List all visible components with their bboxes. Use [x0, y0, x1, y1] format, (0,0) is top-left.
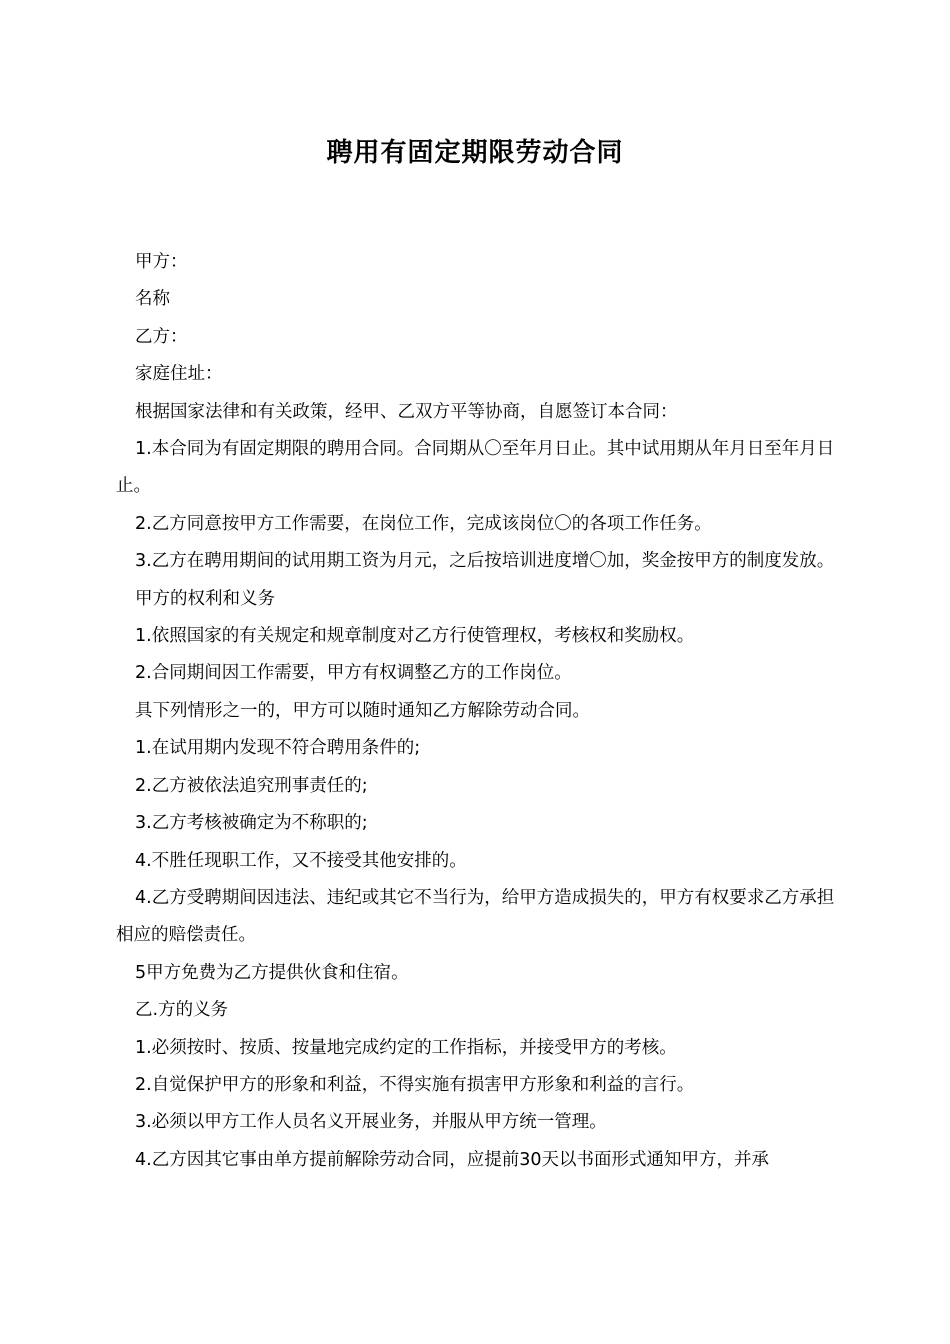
- paragraph: 2.乙方被依法追究刑事责任的;: [135, 775, 368, 796]
- paragraph: 1.必须按时、按质、按量地完成约定的工作指标，并接受甲方的考核。: [135, 1037, 677, 1058]
- document-body: [116, 244, 838, 1179]
- paragraph: 名称: [135, 289, 170, 310]
- paragraph: 4.乙方因其它事由单方提前解除劳动合同，应提前30天以书面形式通知甲方，并承: [135, 1149, 769, 1170]
- paragraph: 1.依照国家的有关规定和规章制度对乙方行使管理权，考核权和奖励权。: [135, 626, 695, 647]
- section-heading: 甲方的权利和义务: [135, 588, 275, 609]
- paragraph: 3.乙方在聘用期间的试用期工资为月元，之后按培训进度增〇加，奖金按甲方的制度发放。: [135, 551, 835, 572]
- paragraph: 根据国家法律和有关政策，经甲、乙双方平等协商，自愿签订本合同：: [135, 401, 678, 422]
- paragraph: 2.乙方同意按甲方工作需要，在岗位工作，完成该岗位〇的各项工作任务。: [135, 513, 712, 534]
- paragraph: 2.自觉保护甲方的形象和利益，不得实施有损害甲方形象和利益的言行。: [135, 1074, 695, 1095]
- paragraph: 4.乙方受聘期间因违法、违纪或其它不当行为，给甲方造成损失的，甲方有权要求乙方承担相应的赔偿责任。: [116, 887, 835, 946]
- paragraph: 具下列情形之一的，甲方可以随时通知乙方解除劳动合同。: [135, 700, 590, 721]
- paragraph: 3.乙方考核被确定为不称职的;: [135, 813, 368, 834]
- section-heading: 乙.方的义务: [135, 1000, 229, 1021]
- paragraph: 家庭住址：: [135, 364, 223, 385]
- paragraph: 4.不胜任现职工作，又不接受其他安排的。: [135, 850, 467, 871]
- document-title: 聘用有固定期限劳动合同: [326, 138, 624, 168]
- paragraph: 1.本合同为有固定期限的聘用合同。合同期从〇至年月日止。其中试用期从年月日至年月日止。: [116, 439, 835, 497]
- paragraph: 1.在试用期内发现不符合聘用条件的;: [135, 738, 421, 759]
- paragraph: 甲方：: [135, 252, 188, 272]
- paragraph: 3.必须以甲方工作人员名义开展业务，并服从甲方统一管理。: [135, 1112, 607, 1133]
- paragraph: 乙方：: [135, 326, 188, 347]
- paragraph: 5甲方免费为乙方提供伙食和住宿。: [135, 962, 409, 983]
- paragraph: 2.合同期间因工作需要，甲方有权调整乙方的工作岗位。: [135, 663, 572, 684]
